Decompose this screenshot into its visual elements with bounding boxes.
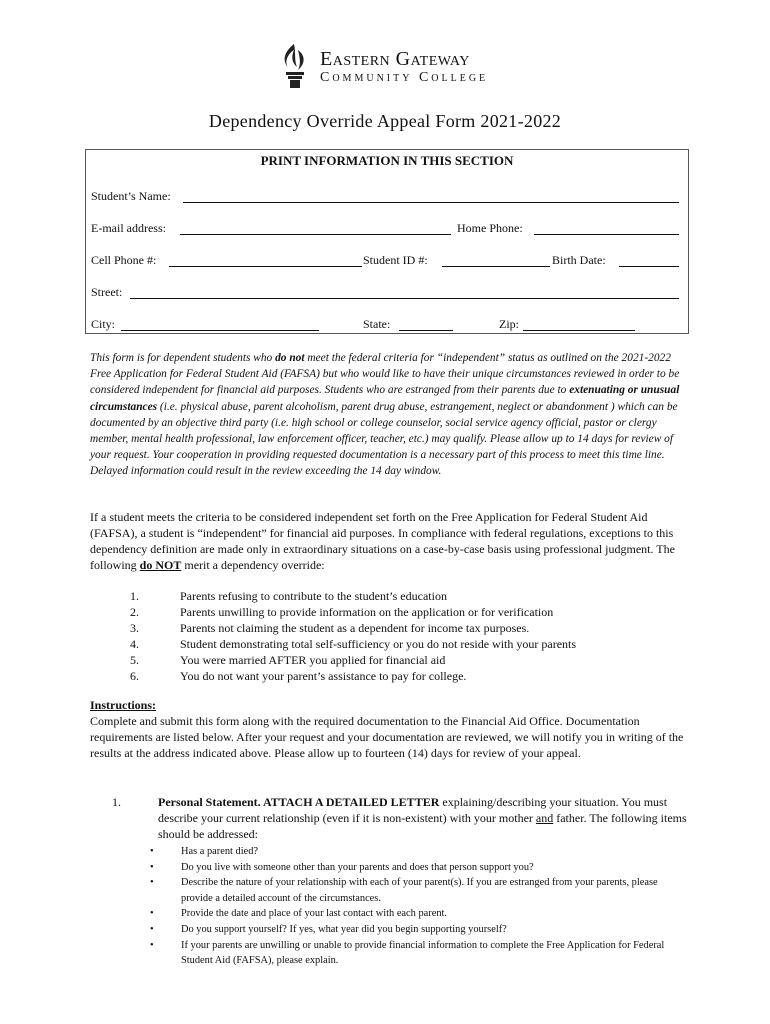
list-text: Student demonstrating total self-sufficiency or you do not reside with your parents <box>180 637 577 651</box>
student-id-field[interactable] <box>442 254 550 267</box>
intro-do-not: do not <box>275 352 305 364</box>
home-phone-field[interactable] <box>534 222 679 235</box>
logo-college-name: Eastern Gateway <box>320 48 470 70</box>
bullet-text: Has a parent died? <box>181 846 259 857</box>
bullet-text: Do you support yourself? If yes, what year did you begin supporting yourself? <box>181 923 507 935</box>
list-item <box>130 636 690 652</box>
instructions-text: Complete and submit this form along with the required documentation to the Financial Aid Office. Documentation requirements are listed below. After your request and your documentation are reviewed, we will notify you in writing of the results at the address indicated above. Please allow up to fourteen (14) days for review of your appeal. <box>90 714 684 760</box>
bullet-item <box>150 938 670 969</box>
bullet-item <box>150 860 670 876</box>
statement-bold: Personal Statement. ATTACH A DETAILED LETTER <box>158 795 440 809</box>
form-title: Dependency Override Appeal Form 2021-2022 <box>208 111 562 131</box>
list-number: 3. <box>130 621 139 635</box>
list-number: 5. <box>130 653 139 667</box>
email-field[interactable] <box>180 222 451 235</box>
non-qualifying-list <box>130 588 690 684</box>
list-text: Parents unwilling to provide information on the application or for verification <box>180 605 554 619</box>
bullet-dot-icon: • <box>150 923 154 935</box>
list-item <box>130 620 690 636</box>
list-item <box>130 652 690 668</box>
student-id-label: Student ID #: <box>363 253 428 267</box>
student-name-label: Student’s Name: <box>91 189 171 203</box>
bullet-item <box>150 844 670 860</box>
bullet-dot-icon: • <box>150 861 154 873</box>
statement-text-2: father. The following items should be addressed: <box>158 811 687 841</box>
bullet-text: Do you live with someone other than your parents and does that person support you? <box>181 861 534 873</box>
list-text: Parents not claiming the student as a dependent for income tax purposes. <box>180 621 530 635</box>
list-item <box>130 668 690 684</box>
logo-college-subname: Community College <box>320 70 489 85</box>
criteria-text: If a student meets the criteria to be considered independent set forth on the Free Application for Federal Student Aid (FAFSA), a student is “independent” for financial aid purposes. In compliance with federal regulations, exceptions to this dependency definition are made only in extraordinary situations on a case-by-case basis using professional judgment. The following <box>90 510 675 572</box>
city-field[interactable] <box>121 318 319 331</box>
list-number: 1. <box>130 589 139 603</box>
list-text: Parents refusing to contribute to the student’s education <box>180 589 447 603</box>
personal-statement-text <box>158 794 688 842</box>
zip-label: Zip: <box>499 317 519 331</box>
city-label: City: <box>91 317 116 331</box>
cell-phone-label: Cell Phone #: <box>91 253 157 267</box>
bullet-dot-icon: • <box>150 846 154 857</box>
bullet-item <box>150 906 670 922</box>
list-number: 4. <box>130 637 139 651</box>
section-heading: PRINT INFORMATION IN THIS SECTION <box>260 153 514 168</box>
instructions-heading: Instructions: <box>90 698 157 712</box>
statement-bullets <box>150 844 670 969</box>
bullet-text: Describe the nature of your relationship with each of your parent(s). If you are estranged from your parents, please provide a detailed account of the circumstances. <box>181 877 658 904</box>
bullet-item <box>150 922 670 938</box>
statement-text-1: explaining/describing your situation. You must describe your current relationship (even if it is non-existent) with your mother <box>158 795 668 825</box>
home-phone-label: Home Phone: <box>457 221 523 235</box>
list-item <box>130 604 690 620</box>
birth-date-field[interactable] <box>619 254 679 267</box>
criteria-do-not: do NOT <box>139 558 182 572</box>
intro-paragraph <box>90 350 688 480</box>
list-text: You do not want your parent’s assistance to pay for college. <box>180 669 467 683</box>
student-name-field[interactable] <box>183 190 679 203</box>
criteria-tail: merit a dependency override: <box>181 558 325 572</box>
statement-and: and <box>535 811 554 825</box>
student-info-section <box>85 149 689 334</box>
bullet-text: Provide the date and place of your last contact with each parent. <box>181 908 448 920</box>
birth-date-label: Birth Date: <box>552 253 606 267</box>
state-field[interactable] <box>399 318 453 331</box>
intro-extenuating: extenuating or unusual circumstances <box>90 384 680 413</box>
bullet-item <box>150 875 670 906</box>
intro-text-3: (i.e. physical abuse, parent alcoholism, parent drug abuse, estrangement, neglect or abandonment ) which can be documented by an objective third party (i.e. high school or college counselor, social service agency official, pastor or clergy member, mental health professional, law enforcement officer, teacher, etc.) may qualify. Please allow up to 14 days for review of your request. Your cooperation in providing requested documentation is a necessary part of this process to meet this time line. Delayed information could result in the review exceeding the 14 day window. <box>90 400 678 478</box>
list-item <box>130 588 690 604</box>
bullet-text: If your parents are unwilling or unable to provide financial information to complete the Free Application for Federal Student Aid (FAFSA), please explain. <box>181 939 665 967</box>
bullet-dot-icon: • <box>150 877 154 889</box>
criteria-paragraph <box>90 509 690 573</box>
list-number: 2. <box>130 605 139 619</box>
college-logo <box>278 44 498 90</box>
instructions-section <box>90 697 690 761</box>
list-number: 6. <box>130 669 139 683</box>
step-number: 1. <box>112 795 121 809</box>
email-label: E-mail address: <box>91 221 166 235</box>
bullet-dot-icon: • <box>150 908 154 920</box>
zip-field[interactable] <box>523 318 635 331</box>
torch-flame-icon <box>278 44 312 90</box>
bullet-dot-icon: • <box>150 939 154 951</box>
list-text: You were married AFTER you applied for financial aid <box>180 653 446 667</box>
cell-phone-field[interactable] <box>169 254 362 267</box>
intro-text-2: meet the federal criteria for “independent” status as outlined on the 2021-2022 Free Application for Federal Student Aid (FAFSA) but who would like to have their unique circumstances reviewed in order to be considered independent for financial aid purposes. Students who are estranged from their parents due to <box>90 352 680 397</box>
state-label: State: <box>363 317 391 331</box>
intro-text-1: This form is for dependent students who <box>90 352 276 364</box>
street-label: Street: <box>91 285 123 299</box>
street-field[interactable] <box>130 286 679 299</box>
